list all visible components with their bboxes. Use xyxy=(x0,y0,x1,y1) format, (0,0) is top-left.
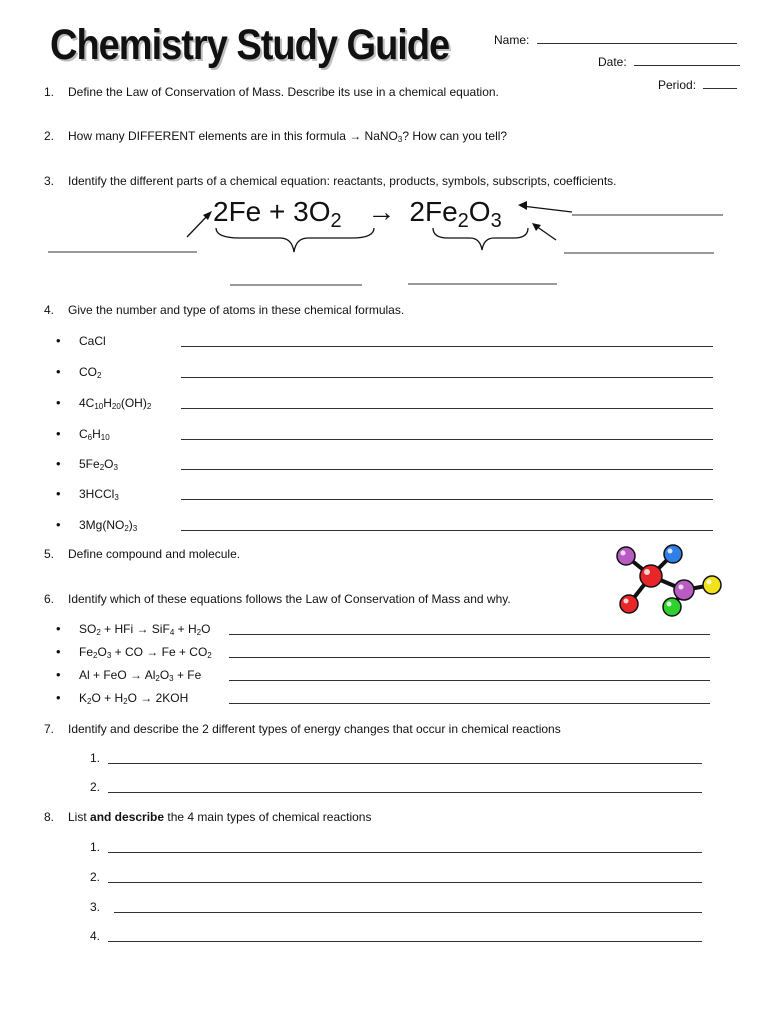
formula-text: (OH) xyxy=(120,396,147,410)
reactant-brace xyxy=(216,228,374,252)
formula-text: O xyxy=(159,668,170,682)
list-item xyxy=(79,668,201,682)
formula-text: Fe xyxy=(79,645,94,659)
formula-text: → Fe + CO xyxy=(146,645,208,659)
subscript: 2 xyxy=(97,371,102,380)
subscript: 2 xyxy=(87,697,92,706)
pointer-arrow-product xyxy=(536,226,556,240)
question-text-c: ? How can you tell? xyxy=(402,129,508,143)
arrow-icon: → xyxy=(136,622,149,636)
question-3 xyxy=(44,174,617,188)
question-text-bold: and describe xyxy=(90,810,165,824)
subscript: 3 xyxy=(132,524,138,533)
answer-line[interactable] xyxy=(181,377,713,378)
name-blank[interactable] xyxy=(537,32,737,44)
question-8 xyxy=(44,810,371,824)
question-text: Identify which of these equations follows the Law of Conservation of Mass and why. xyxy=(68,592,511,606)
answer-line[interactable] xyxy=(108,792,702,793)
formula-text: + CO xyxy=(111,645,147,659)
subscript: 10 xyxy=(94,402,104,411)
subscript: 4 xyxy=(169,628,175,637)
answer-number: 1. xyxy=(90,751,101,765)
arrow-icon: → xyxy=(349,129,362,143)
question-text: Define compound and molecule. xyxy=(68,547,241,561)
question-text: Identify the different parts of a chemical equation: reactants, products, symbols, subscripts, coefficients. xyxy=(68,174,617,188)
list-item xyxy=(79,518,137,532)
formula-text: O + H xyxy=(91,691,124,705)
answer-number: 2. xyxy=(90,870,101,884)
yield-arrow-icon: → xyxy=(367,196,396,227)
answer-number: 3. xyxy=(90,900,101,914)
equation-diagram xyxy=(0,190,770,300)
list-item xyxy=(79,365,101,379)
answer-number: 1. xyxy=(90,840,101,854)
list-item xyxy=(79,334,106,348)
formula-text: 4C xyxy=(79,396,95,410)
formula-text: K xyxy=(79,691,88,705)
subscript: 2 xyxy=(155,674,160,683)
question-5 xyxy=(44,547,240,561)
question-text: Define the Law of Conservation of Mass. Describe its use in a chemical equation. xyxy=(68,85,499,99)
list-item xyxy=(79,487,119,501)
question-number: 1. xyxy=(44,85,55,99)
answer-line[interactable] xyxy=(229,680,710,681)
name-label: Name: xyxy=(494,33,530,47)
formula-text: + H xyxy=(174,622,197,636)
arrow-icon: → xyxy=(130,668,143,682)
question-number: 5. xyxy=(44,547,55,561)
answer-line[interactable] xyxy=(229,657,710,658)
list-item xyxy=(79,427,110,441)
formula-text: 3Mg(NO xyxy=(79,518,125,532)
subscript: 2 xyxy=(123,697,128,706)
subscript: 10 xyxy=(100,433,110,442)
formula-text: O xyxy=(104,457,114,471)
page-title: Chemistry Study Guide xyxy=(50,22,450,70)
subscript: 2 xyxy=(124,524,129,533)
list-item xyxy=(79,396,151,410)
list-item xyxy=(79,691,188,705)
answer-number: 2. xyxy=(90,780,101,794)
question-number: 2. xyxy=(44,129,55,143)
product-brace xyxy=(433,228,528,250)
question-number: 4. xyxy=(44,303,55,317)
answer-line[interactable] xyxy=(114,912,702,913)
subscript: 3 xyxy=(113,463,118,472)
formula-text: CO xyxy=(79,365,97,379)
question-text: Identify and describe the 2 different types of energy changes that occur in chemical reactions xyxy=(68,722,561,736)
formula-text: 5Fe xyxy=(79,457,100,471)
question-2 xyxy=(44,129,507,143)
equation-product-b: O xyxy=(468,196,491,227)
question-1 xyxy=(44,85,499,99)
answer-line[interactable] xyxy=(108,763,702,764)
list-item xyxy=(79,622,210,636)
subscript: 2 xyxy=(99,463,105,472)
question-text: Give the number and type of atoms in these chemical formulas. xyxy=(68,303,405,317)
subscript: 2 xyxy=(196,628,202,637)
equation-product-a: 2Fe xyxy=(409,196,458,227)
question-4 xyxy=(44,303,404,317)
subscript: 3 xyxy=(169,674,174,683)
answer-line[interactable] xyxy=(229,703,710,704)
equation-subscript: 2 xyxy=(457,210,469,232)
question-number: 7. xyxy=(44,722,55,736)
subscript: 2 xyxy=(146,402,152,411)
formula-text: CaCl xyxy=(79,334,106,348)
formula-text: → 2KOH xyxy=(140,691,189,705)
question-text-a: How many DIFFERENT elements are in this formula xyxy=(68,129,350,143)
formula-text: SiF xyxy=(148,622,170,636)
arrow-head-icon xyxy=(532,223,541,231)
question-number: 8. xyxy=(44,810,55,824)
formula-text: C xyxy=(79,427,88,441)
equation-subscript: 3 xyxy=(490,210,502,232)
formula-text: O xyxy=(127,691,141,705)
question-text-b: NaNO xyxy=(361,129,398,143)
answer-line[interactable] xyxy=(181,530,713,531)
date-label: Date: xyxy=(598,55,627,69)
subscript: 20 xyxy=(111,402,121,411)
list-item xyxy=(79,645,212,659)
question-6 xyxy=(44,592,511,606)
question-text-b: the 4 main types of chemical reactions xyxy=(164,810,372,824)
formula-text: SO xyxy=(79,622,97,636)
answer-number: 4. xyxy=(90,929,101,943)
formula-text: Al + FeO xyxy=(79,668,131,682)
question-7 xyxy=(44,722,561,736)
answer-line[interactable] xyxy=(108,941,702,942)
subscript: 2 xyxy=(93,651,98,660)
formula-text: H xyxy=(103,396,112,410)
formula-text: Al xyxy=(142,668,156,682)
name-field[interactable] xyxy=(494,32,737,47)
question-number: 3. xyxy=(44,174,55,188)
answer-line[interactable] xyxy=(181,408,713,409)
date-field[interactable] xyxy=(598,54,740,69)
formula-text: O xyxy=(201,622,211,636)
answer-line[interactable] xyxy=(108,882,702,883)
subscript: 6 xyxy=(87,433,93,442)
subscript: 2 xyxy=(96,628,101,637)
question-text-a: List xyxy=(68,810,91,824)
period-label: Period: xyxy=(658,78,697,92)
period-field[interactable] xyxy=(658,77,737,92)
date-blank[interactable] xyxy=(634,54,740,66)
subscript: 2 xyxy=(207,651,212,660)
answer-line[interactable] xyxy=(181,499,713,500)
subscript: 3 xyxy=(397,135,403,144)
answer-line[interactable] xyxy=(181,469,713,470)
pointer-arrow-subscript xyxy=(522,206,572,212)
arrow-head-icon xyxy=(518,201,527,210)
formula-text: 3HCCl xyxy=(79,487,115,501)
list-item xyxy=(79,457,118,471)
answer-line[interactable] xyxy=(181,439,713,440)
period-blank[interactable] xyxy=(703,77,737,89)
subscript: 3 xyxy=(106,651,112,660)
formula-text: O xyxy=(97,645,107,659)
equation-reactants: 2Fe + 3O xyxy=(213,196,331,227)
answer-line[interactable] xyxy=(181,346,713,347)
question-number: 6. xyxy=(44,592,55,606)
formula-text: H xyxy=(92,427,101,441)
answer-line[interactable] xyxy=(108,852,702,853)
equation-subscript: 2 xyxy=(330,210,342,232)
subscript: 3 xyxy=(114,493,119,502)
answer-line[interactable] xyxy=(229,634,710,635)
formula-text: ) xyxy=(128,518,133,532)
molecule-icon xyxy=(604,538,724,620)
formula-text: + Fe xyxy=(173,668,202,682)
formula-text: + HFi xyxy=(100,622,137,636)
